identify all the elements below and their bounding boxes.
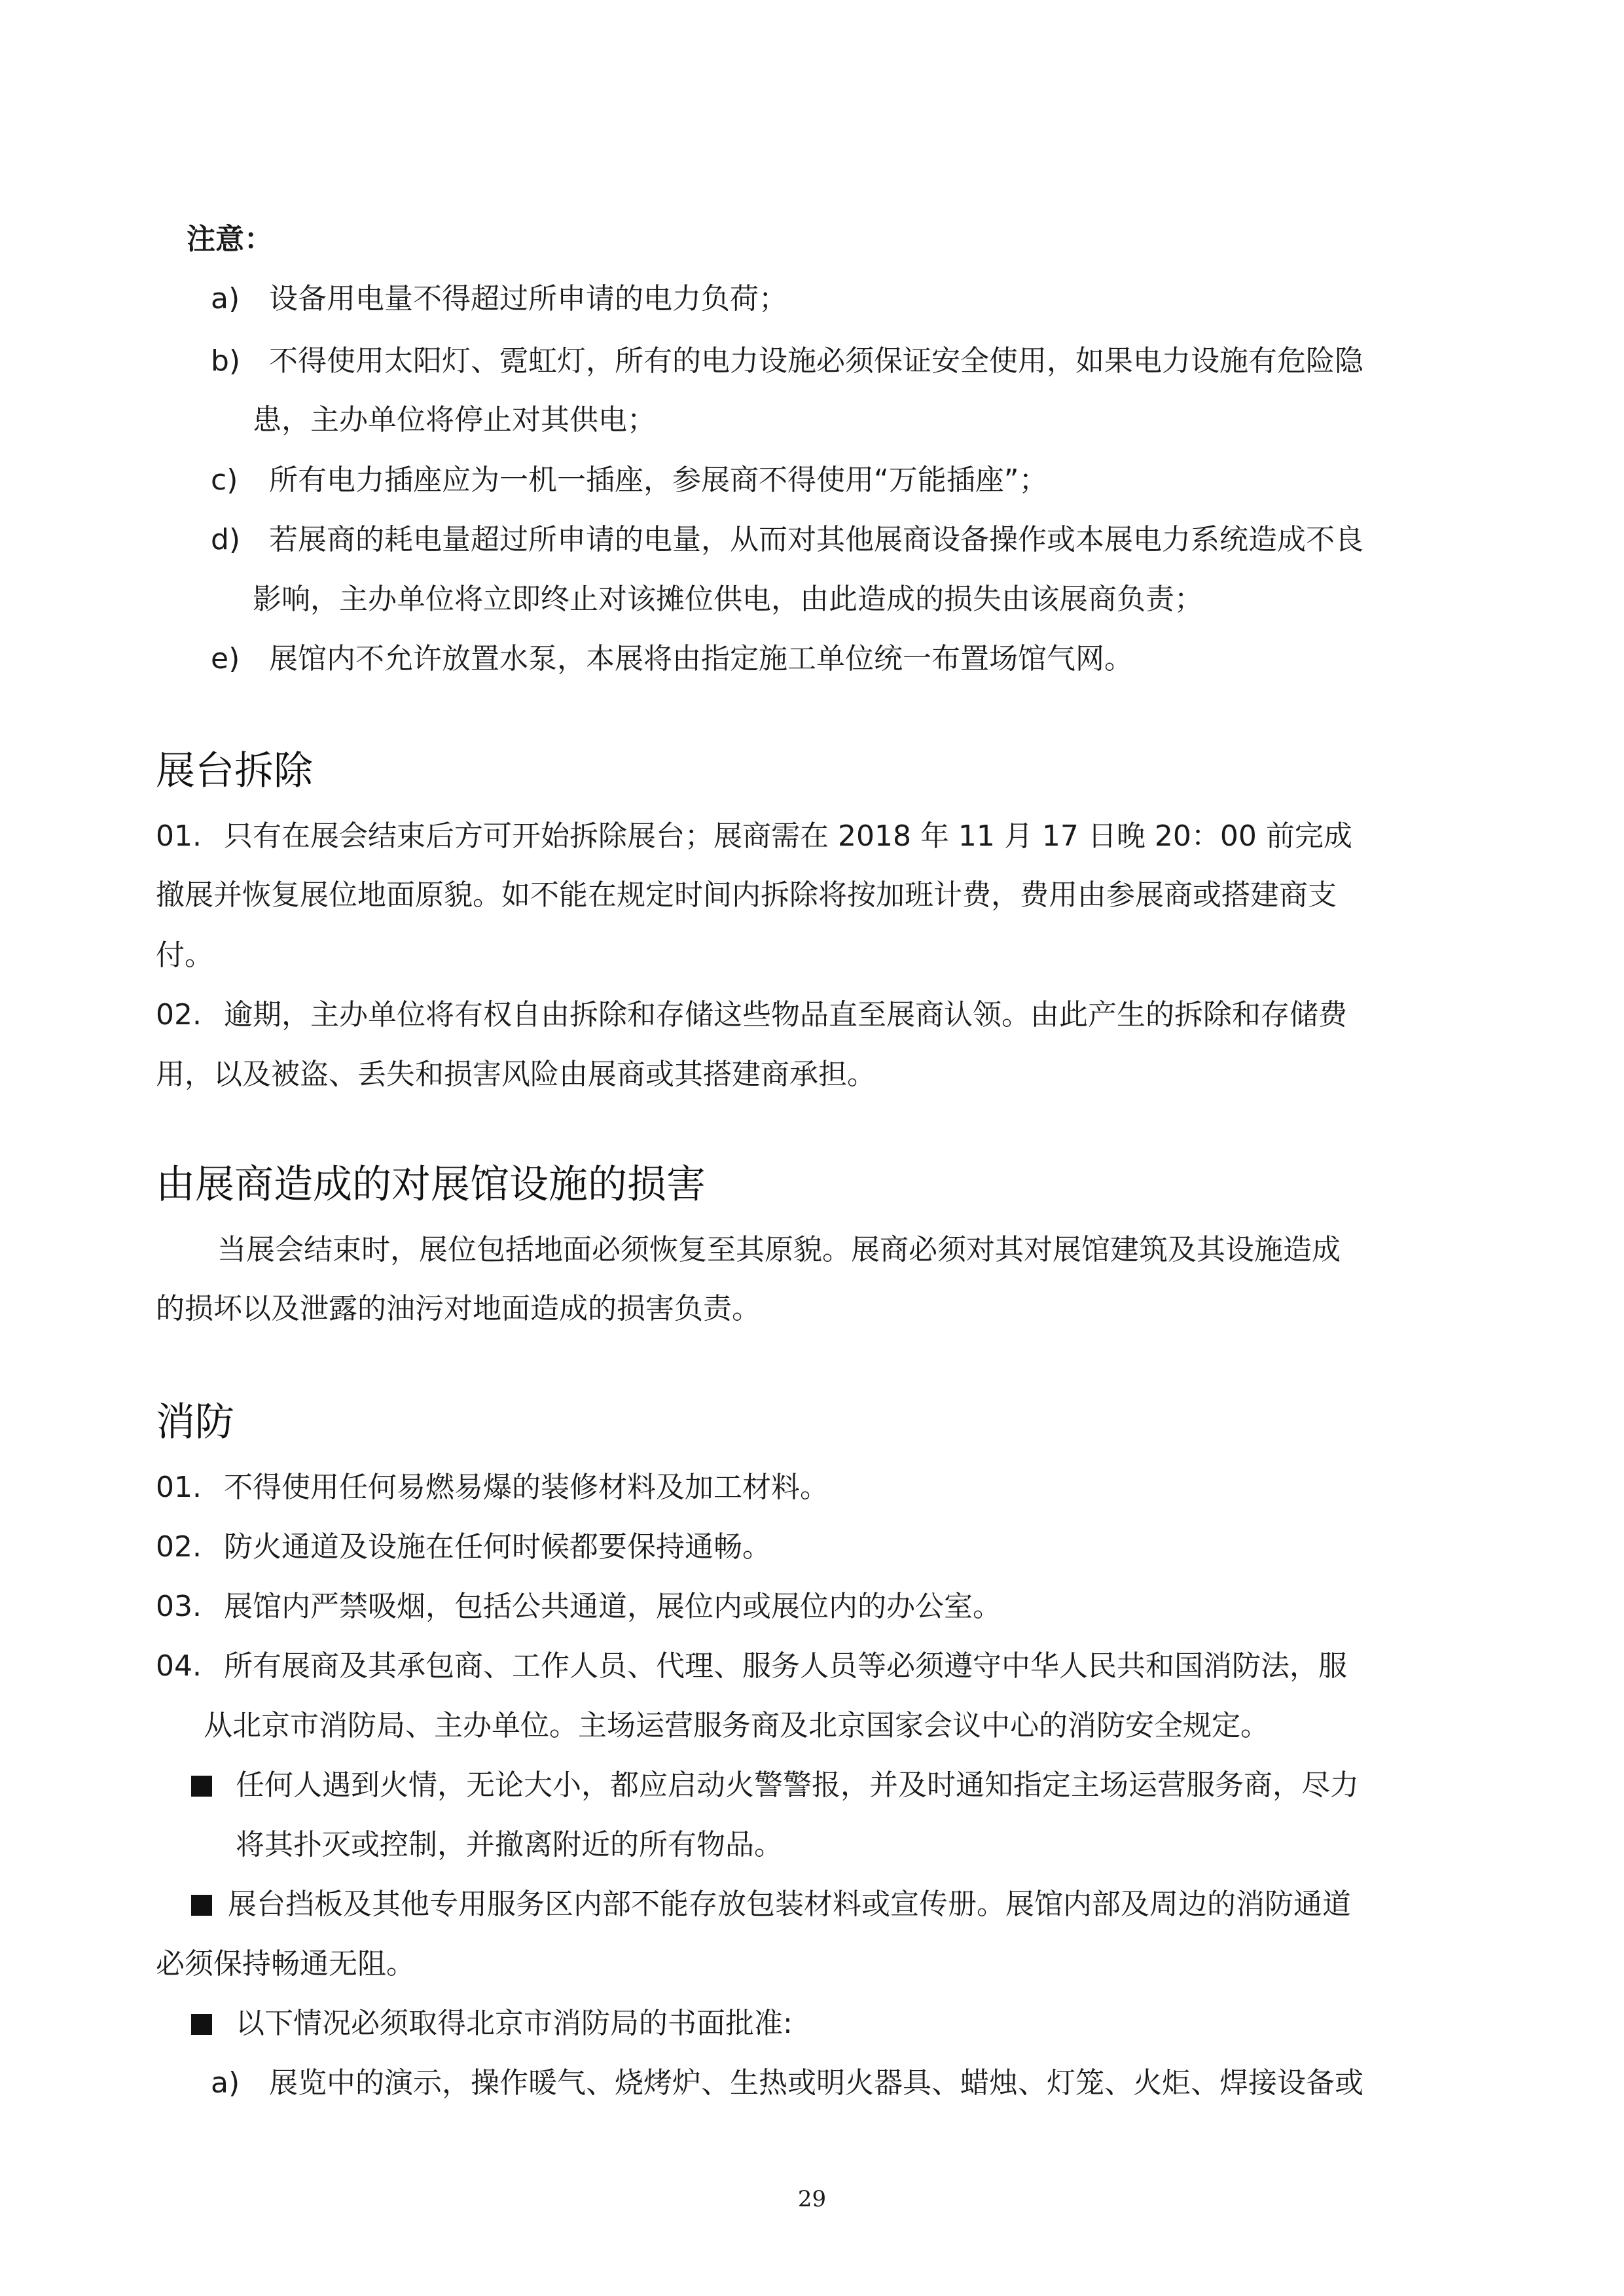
square-bullet-icon — [191, 1895, 212, 1916]
fire-item-03-text: 展馆内严禁吸烟，包括公共通道，展位内或展位内的办公室。 — [224, 1590, 1001, 1623]
note-item-d-text-1: 若展商的耗电量超过所申请的电量，从而对其他展商设备操作或本展电力系统造成不良 — [269, 523, 1363, 556]
fire-bullet-3-text: 以下情况必须取得北京市消防局的书面批准: — [236, 2007, 793, 2040]
note-item-b-marker: b) — [211, 344, 241, 378]
dismantling-item-02-text-2: 用，以及被盗、丢失和损害风险由展商或其搭建商承担。 — [156, 1058, 876, 1091]
note-item-a-text: 设备用电量不得超过所申请的电力负荷； — [269, 282, 787, 315]
fire-bullet-2-text-2: 必须保持畅通无阻。 — [156, 1947, 415, 1981]
section-heading-fire: 消防 — [156, 1399, 234, 1445]
dismantling-item-01-text-2: 撤展并恢复展位地面原貌。如不能在规定时间内拆除将按加班计费，费用由参展商或搭建商支 — [156, 878, 1337, 912]
note-item-a-marker: a) — [211, 282, 240, 315]
fire-bullet-3-marker — [191, 2004, 212, 2043]
note-item-d-marker: d) — [211, 523, 241, 556]
fire-item-04-text-2: 从北京市消防局、主办单位。主场运营服务商及北京国家会议中心的消防安全规定。 — [204, 1709, 1269, 1742]
note-item-e-text: 展馆内不允许放置水泵，本展将由指定施工单位统一布置场馆气网。 — [269, 642, 1133, 675]
fire-bullet-2-marker — [191, 1885, 212, 1924]
dismantling-item-02-text-1: 逾期，主办单位将有权自由拆除和存储这些物品直至展商认领。由此产生的拆除和存储费 — [224, 998, 1347, 1031]
note-item-e-marker: e) — [211, 642, 240, 675]
fire-bullet-1-text-2: 将其扑灭或控制，并撤离附近的所有物品。 — [236, 1828, 783, 1861]
note-item-c-marker: c) — [211, 463, 238, 497]
fire-sub-item-a-text: 展览中的演示，操作暖气、烧烤炉、生热或明火器具、蜡烛、灯笼、火炬、焊接设备或 — [269, 2066, 1363, 2100]
square-bullet-icon — [191, 1776, 212, 1797]
section-heading-dismantling: 展台拆除 — [156, 748, 313, 794]
page-number: 29 — [797, 2186, 827, 2212]
fire-sub-item-a-marker: a) — [211, 2066, 240, 2100]
fire-bullet-2-text-1: 展台挡板及其他专用服务区内部不能存放包装材料或宣传册。展馆内部及周边的消防通道 — [228, 1888, 1351, 1921]
fire-item-04-number: 04. — [156, 1649, 202, 1683]
dismantling-item-02-number: 02. — [156, 998, 202, 1031]
fire-item-02-text: 防火通道及设施在任何时候都要保持通畅。 — [224, 1530, 771, 1564]
dismantling-item-01-text-3: 付。 — [156, 939, 213, 972]
fire-item-01-number: 01. — [156, 1471, 202, 1504]
fire-bullet-1-text-1: 任何人遇到火情，无论大小，都应启动火警警报，并及时通知指定主场运营服务商，尽力 — [236, 1768, 1359, 1802]
note-item-b-text-1: 不得使用太阳灯、霓虹灯，所有的电力设施必须保证安全使用，如果电力设施有危险隐 — [269, 344, 1363, 378]
damage-text-1: 当展会结束时，展位包括地面必须恢复至其原貌。展商必须对其对展馆建筑及其设施造成 — [217, 1233, 1341, 1266]
square-bullet-icon — [191, 2014, 212, 2035]
fire-item-03-number: 03. — [156, 1590, 202, 1623]
note-item-d-text-2: 影响，主办单位将立即终止对该摊位供电，由此造成的损失由该展商负责； — [253, 583, 1203, 616]
note-label: 注意： — [187, 223, 273, 256]
damage-text-2: 的损坏以及泄露的油污对地面造成的损害负责。 — [156, 1292, 761, 1325]
note-item-b-text-2: 患，主办单位将停止对其供电； — [253, 403, 656, 437]
fire-item-01-text: 不得使用任何易燃易爆的装修材料及加工材料。 — [224, 1471, 829, 1504]
dismantling-item-01-number: 01. — [156, 819, 202, 853]
fire-item-04-text-1: 所有展商及其承包商、工作人员、代理、服务人员等必须遵守中华人民共和国消防法，服 — [224, 1649, 1347, 1683]
fire-bullet-1-marker — [191, 1766, 212, 1805]
dismantling-item-01-text-1: 只有在展会结束后方可开始拆除展台；展商需在 2018 年 11 月 17 日晚 20：00 前完成 — [224, 819, 1352, 853]
fire-item-02-number: 02. — [156, 1530, 202, 1564]
note-item-c-text: 所有电力插座应为一机一插座，参展商不得使用“万能插座”； — [269, 463, 1048, 497]
section-heading-damage: 由展商造成的对展馆设施的损害 — [156, 1162, 706, 1208]
